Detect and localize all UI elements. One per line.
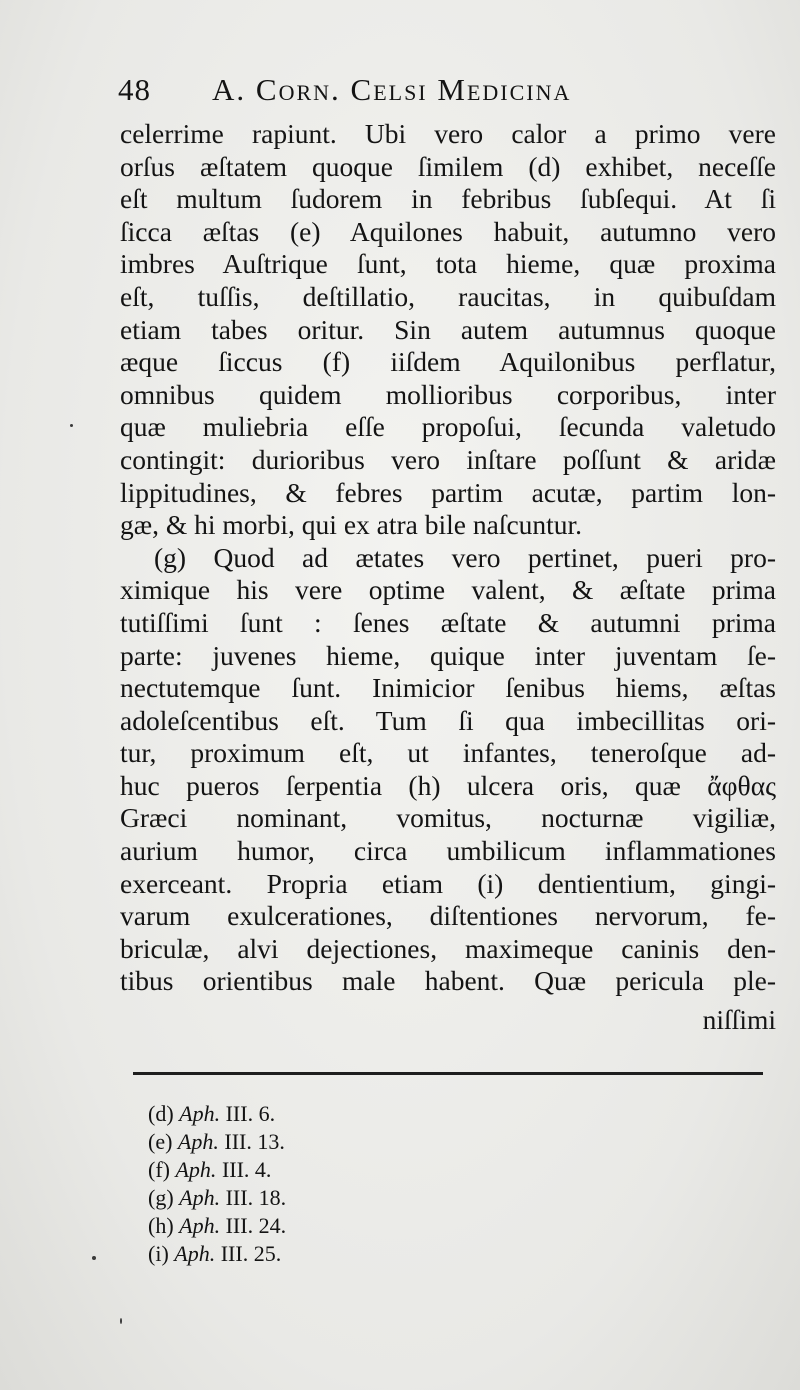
footnote-ref: Aph. [175, 1157, 217, 1182]
footnote [148, 1128, 448, 1156]
footnote-number: III. 24. [225, 1213, 287, 1238]
text-line: ſicca æſtas (e) Aquilones habuit, autumno vero [120, 215, 776, 247]
footnote-ref: Aph. [177, 1129, 219, 1154]
footnote [148, 1100, 448, 1128]
footnote-ref: Aph. [174, 1241, 216, 1266]
footnote-number: III. 18. [225, 1185, 287, 1210]
text-line: lippitudines, & febres partim acutæ, partim lon- [120, 476, 776, 508]
page-number: 48 [118, 72, 151, 107]
footnote-ref: Aph. [179, 1213, 221, 1238]
text-line: aurium humor, circa umbilicum inflammationes [120, 835, 776, 867]
ink-speck [120, 1318, 122, 1324]
footnote-number: III. 13. [224, 1129, 285, 1154]
footnote-ref: Aph. [179, 1101, 221, 1126]
text-line: etiam tabes oritur. Sin autem autumnus quoque [120, 313, 776, 345]
footnote-rule [133, 1072, 763, 1075]
catchword: niſſimi [702, 1004, 776, 1035]
footnote-mark: (e) [148, 1129, 173, 1154]
footnote-mark: (d) [148, 1101, 174, 1126]
text-line: Græci nominant, vomitus, nocturnæ vigiliæ, [120, 802, 776, 834]
footnote-mark: (i) [148, 1241, 169, 1266]
body-text [120, 118, 776, 998]
text-line: adoleſcentibus eſt. Tum ſi qua imbecillitas ori- [120, 704, 776, 736]
text-line: æque ſiccus (f) iiſdem Aquilonibus perflatur, [120, 346, 776, 378]
text-line: tur, proximum eſt, ut infantes, teneroſque ad- [120, 737, 776, 769]
footnote [148, 1240, 448, 1268]
paragraph-end-line: gæ, & hi morbi, qui ex atra bile naſcuntur. [120, 509, 583, 541]
running-title: A. Corn. Celsi Medicina [212, 72, 572, 107]
footnote-number: III. 4. [221, 1157, 272, 1182]
page-header [118, 72, 678, 112]
text-line: contingit: durioribus vero inſtare poſſunt & aridæ [120, 443, 776, 475]
footnote-number: III. 25. [220, 1241, 282, 1266]
footnote [148, 1212, 448, 1240]
text-line: exerceant. Propria etiam (i) dentientium, gingi- [120, 867, 776, 899]
text-line: nectutemque ſunt. Inimicior ſenibus hiems, æſtas [120, 672, 776, 704]
text-line: celerrime rapiunt. Ubi vero calor a primo vere [120, 118, 776, 149]
footnote-mark: (g) [148, 1185, 174, 1210]
text-line: briculæ, alvi dejectiones, maximeque caninis den- [120, 932, 776, 964]
text-line: parte: juvenes hieme, quique inter juventam ſe- [120, 639, 776, 671]
text-line: imbres Auſtrique ſunt, tota hieme, quæ proxima [120, 248, 776, 280]
text-line: varum exulcerationes, diſtentiones nervorum, fe- [120, 900, 776, 932]
footnotes [148, 1100, 448, 1268]
paragraph-start-line: (g) Quod ad ætates vero pertinet, pueri pro- [154, 541, 776, 573]
text-line: huc pueros ſerpentia (h) ulcera oris, quæ ἄφθας [120, 769, 776, 801]
footnote-mark: (f) [148, 1157, 170, 1182]
text-line: quæ muliebria eſſe propoſui, ſecunda valetudo [120, 411, 776, 443]
footnote [148, 1184, 448, 1212]
text-line: eſt, tuſſis, deſtillatio, raucitas, in quibuſdam [120, 280, 776, 312]
text-line: orſus æſtatem quoque ſimilem (d) exhibet, neceſſe [120, 150, 776, 182]
text-line: eſt multum ſudorem in febribus ſubſequi. At ſi [120, 183, 776, 215]
text-line: tutiſſimi ſunt : ſenes æſtate & autumni prima [120, 606, 776, 638]
ink-speck [92, 1256, 96, 1260]
text-line: tibus orientibus male habent. Quæ pericula ple- [120, 965, 776, 997]
footnote-ref: Aph. [179, 1185, 221, 1210]
footnote [148, 1156, 448, 1184]
footnote-number: III. 6. [225, 1101, 276, 1126]
footnote-mark: (h) [148, 1213, 174, 1238]
ink-speck [70, 424, 73, 427]
text-line: omnibus quidem mollioribus corporibus, inter [120, 378, 776, 410]
text-line: ximique his vere optime valent, & æſtate prima [120, 574, 776, 606]
